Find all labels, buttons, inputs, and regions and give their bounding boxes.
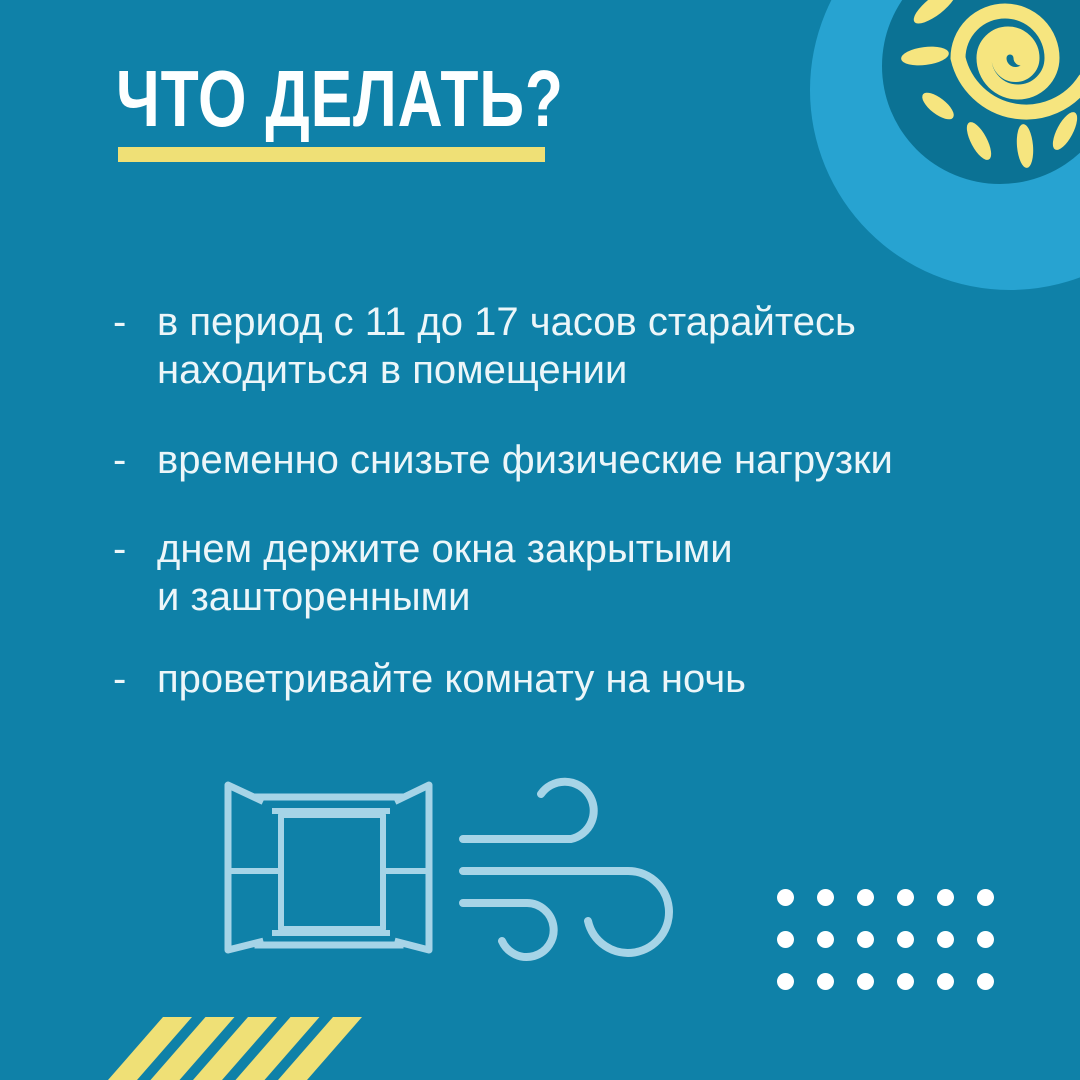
- bullet-marker: -: [113, 300, 127, 344]
- diagonal-stripes-decoration: [0, 1010, 420, 1080]
- page-title: ЧТО ДЕЛАТЬ?: [116, 54, 564, 143]
- bullet-text: днем держите окна закрытыми и зашторенными: [157, 527, 733, 619]
- dots-grid-decoration: [777, 889, 994, 990]
- list-item: [113, 298, 856, 394]
- bullet-text: проветривайте комнату на ночь: [157, 657, 747, 701]
- wind-icon: [463, 782, 669, 957]
- bullet-text: в период с 11 до 17 часов старайтесь находиться в помещении: [157, 300, 856, 392]
- open-window-icon: [228, 785, 429, 950]
- list-item: [113, 436, 893, 484]
- title-underline: [118, 147, 545, 162]
- bullet-marker: -: [113, 657, 127, 701]
- bullet-marker: -: [113, 527, 127, 571]
- list-item: [113, 525, 733, 621]
- bullet-marker: -: [113, 438, 127, 482]
- list-item: [113, 655, 746, 703]
- open-window-wind-illustration: [215, 765, 700, 970]
- bullet-text: временно снизьте физические нагрузки: [157, 438, 893, 482]
- sun-icon: [780, 0, 1080, 230]
